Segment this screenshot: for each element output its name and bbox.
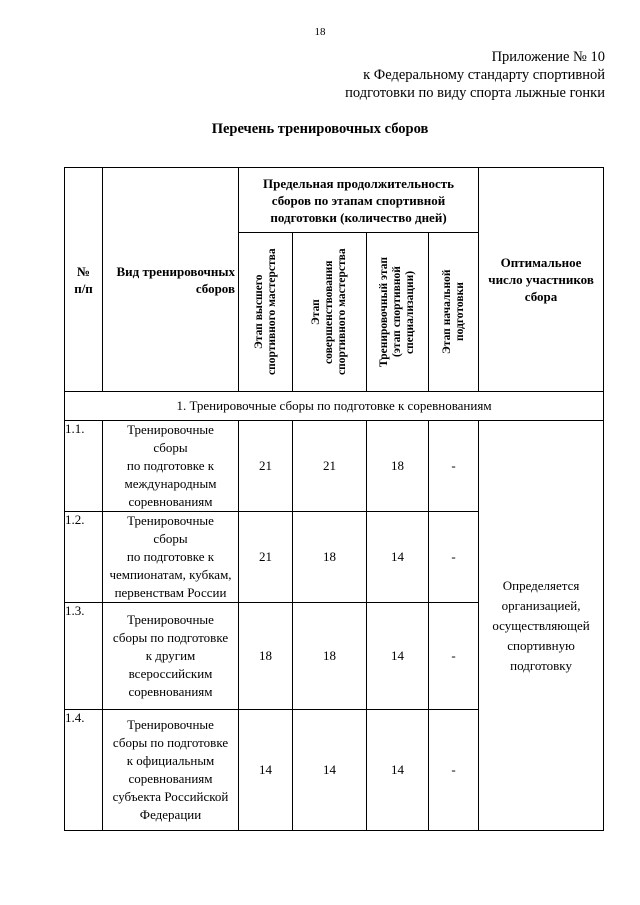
- value-initial: -: [429, 603, 479, 710]
- appendix-line-2: к Федеральному стандарту спортивной: [363, 67, 605, 83]
- value-initial: -: [429, 512, 479, 603]
- value-improvement: 18: [293, 603, 367, 710]
- value-highest: 21: [239, 421, 293, 512]
- header-stage-training: Тренировочный этап (этап спортивной специализации): [367, 233, 429, 392]
- value-training: 14: [367, 603, 429, 710]
- appendix-line-1: Приложение № 10: [491, 49, 605, 65]
- row-kind: Тренировочные сборы по подготовке к другим всероссийским соревнованиям: [103, 603, 239, 710]
- row-kind: Тренировочные сборы по подготовке к чемпионатам, кубкам, первенствам России: [103, 512, 239, 603]
- value-highest: 18: [239, 603, 293, 710]
- value-highest: 21: [239, 512, 293, 603]
- value-improvement: 18: [293, 512, 367, 603]
- header-participants: Оптимальное число участников сбора: [479, 168, 604, 392]
- page-number: 18: [314, 26, 326, 38]
- header-duration-group: Предельная продолжительность сборов по этапам спортивной подготовки (количество дней): [239, 168, 479, 233]
- header-kind: Вид тренировочных сборов: [103, 168, 239, 392]
- row-number: 1.3.: [65, 603, 103, 710]
- header-stage-highest: Этап высшего спортивного мастерства: [239, 233, 293, 392]
- value-initial: -: [429, 421, 479, 512]
- value-improvement: 14: [293, 710, 367, 831]
- value-training: 14: [367, 710, 429, 831]
- row-kind: Тренировочные сборы по подготовке к международным соревнованиям: [103, 421, 239, 512]
- value-training: 18: [367, 421, 429, 512]
- value-highest: 14: [239, 710, 293, 831]
- training-camps-table: [64, 167, 604, 831]
- value-initial: -: [429, 710, 479, 831]
- header-stage-improvement: Этап совершенствования спортивного мастерства: [293, 233, 367, 392]
- row-kind: Тренировочные сборы по подготовке к официальным соревнованиям субъекта Российской Федерации: [103, 710, 239, 831]
- row-number: 1.2.: [65, 512, 103, 603]
- section-heading: 1. Тренировочные сборы по подготовке к соревнованиям: [65, 392, 604, 421]
- table-row: [65, 421, 604, 512]
- appendix-note: [345, 48, 605, 102]
- row-number: 1.4.: [65, 710, 103, 831]
- participants-note: Определяется организацией, осуществляющей спортивную подготовку: [479, 421, 604, 831]
- header-number: № п/п: [65, 168, 103, 392]
- appendix-line-3: подготовки по виду спорта лыжные гонки: [345, 85, 605, 101]
- value-improvement: 21: [293, 421, 367, 512]
- header-stage-initial: Этап начальной подготовки: [429, 233, 479, 392]
- value-training: 14: [367, 512, 429, 603]
- document-title: Перечень тренировочных сборов: [211, 121, 429, 137]
- row-number: 1.1.: [65, 421, 103, 512]
